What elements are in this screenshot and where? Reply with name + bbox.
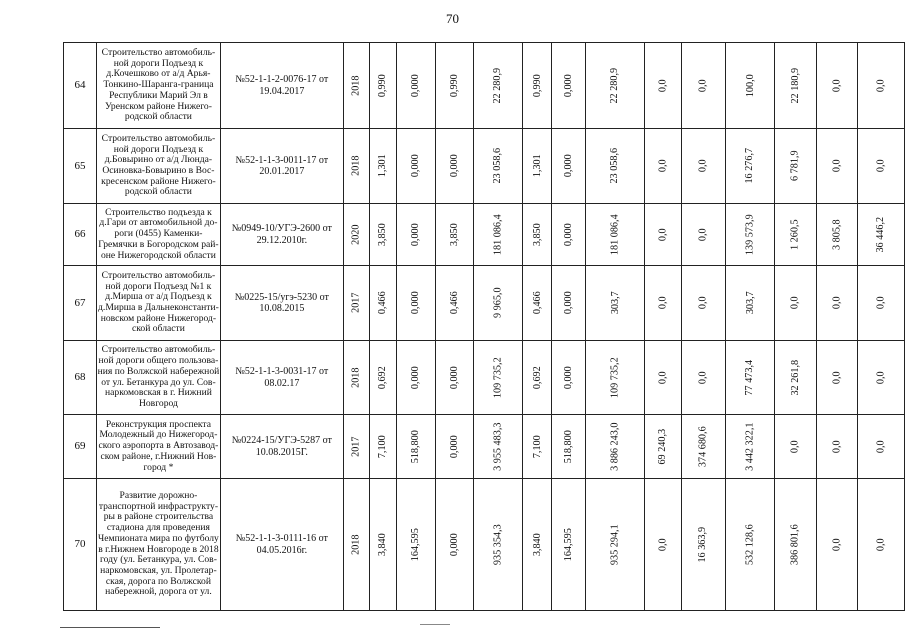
value-cell: [586, 415, 645, 479]
value-cell: [343, 266, 369, 341]
value-text: 2018: [350, 367, 362, 388]
value-text: 109 735,2: [609, 356, 621, 398]
object-name: Строительство автомобиль-ной дороги общего пользова-ния по Волжской набережной от ул. Бетанкура до ул. Сов-наркомовская в г. Нижний Новгород: [96, 341, 220, 415]
value-cell: [645, 266, 682, 341]
expertise-document: №52-1-1-2-0076-17 от 19.04.2017: [220, 43, 343, 129]
value-cell: [552, 43, 586, 129]
value-cell: [523, 204, 552, 266]
value-text: 9 965,0: [492, 287, 504, 319]
expertise-document: №0225-15/угэ-5230 от 10.08.2015: [220, 266, 343, 341]
value-text: 109 735,2: [492, 356, 504, 398]
value-text: 36 446,2: [875, 216, 887, 253]
value-text: 0,0: [697, 296, 709, 310]
expertise-document: №0949-10/УГЭ-2600 от 29.12.2010г.: [220, 204, 343, 266]
row-number: 66: [64, 204, 97, 266]
value-text: 3,850: [448, 222, 460, 246]
footer-divider: [60, 627, 160, 628]
value-text: 181 086,4: [609, 213, 621, 255]
value-cell: [816, 266, 857, 341]
value-cell: [645, 341, 682, 415]
value-text: 3 955 483,3: [492, 422, 504, 471]
value-cell: [645, 415, 682, 479]
value-cell: [775, 415, 817, 479]
value-cell: [369, 341, 396, 415]
value-text: 0,0: [875, 439, 887, 453]
value-cell: [725, 415, 774, 479]
value-text: 22 280,9: [609, 67, 621, 104]
expertise-document: №0224-15/УГЭ-5287 от 10.08.2015Г.: [220, 415, 343, 479]
value-cell: [473, 415, 522, 479]
value-cell: [775, 479, 817, 611]
value-cell: [473, 204, 522, 266]
value-cell: [552, 341, 586, 415]
value-cell: [396, 204, 435, 266]
value-text: 0,0: [657, 78, 669, 92]
value-cell: [523, 479, 552, 611]
value-cell: [681, 266, 725, 341]
value-text: 181 086,4: [492, 213, 504, 255]
value-text: 0,0: [831, 439, 843, 453]
value-text: 935 354,3: [492, 523, 504, 565]
value-text: 0,990: [531, 73, 543, 97]
object-name: Строительство автомобиль-ной дороги Подъезд к д.Кочешково от а/д Арья-Тонкино-Шаранга-граница Республики Марий Эл в Уренском районе Нижего-родской области: [96, 43, 220, 129]
value-text: 0,0: [657, 159, 669, 173]
value-cell: [645, 129, 682, 204]
value-text: 23 058,6: [609, 148, 621, 184]
value-cell: [523, 129, 552, 204]
value-cell: [645, 479, 682, 611]
value-cell: [523, 43, 552, 129]
value-text: 0,0: [831, 78, 843, 92]
value-text: 303,7: [744, 291, 756, 315]
value-cell: [775, 43, 817, 129]
value-cell: [369, 479, 396, 611]
value-text: 3,840: [531, 532, 543, 556]
value-cell: [586, 204, 645, 266]
value-cell: [523, 415, 552, 479]
value-text: 2018: [350, 75, 362, 96]
value-cell: [857, 43, 904, 129]
value-text: 164,595: [562, 527, 574, 561]
expertise-document: №52-1-1-3-0011-17 от 20.01.2017: [220, 129, 343, 204]
value-text: 69 240,3: [657, 428, 669, 465]
value-cell: [369, 129, 396, 204]
value-text: 935 294,1: [609, 523, 621, 565]
value-cell: [396, 266, 435, 341]
value-text: 0,466: [531, 291, 543, 315]
value-cell: [435, 43, 473, 129]
value-text: 1,301: [377, 154, 389, 178]
value-cell: [435, 415, 473, 479]
table-row: [64, 341, 905, 415]
value-text: 7,100: [531, 434, 543, 458]
value-cell: [396, 479, 435, 611]
value-cell: [523, 266, 552, 341]
value-text: 0,000: [448, 365, 460, 389]
object-name: Реконструкция проспекта Молодежный до Нижегород-ского аэропорта в Автозавод-ском районе, г.Нижний Нов-город *: [96, 415, 220, 479]
road-construction-table: [63, 42, 905, 611]
value-cell: [586, 43, 645, 129]
value-text: 0,0: [789, 439, 801, 453]
value-cell: [857, 266, 904, 341]
value-text: 2020: [350, 224, 362, 245]
value-text: 0,0: [657, 227, 669, 241]
value-text: 0,0: [697, 159, 709, 173]
value-text: 374 680,6: [697, 425, 709, 467]
value-cell: [645, 43, 682, 129]
value-cell: [816, 204, 857, 266]
value-text: 0,000: [562, 73, 574, 97]
value-cell: [725, 129, 774, 204]
value-cell: [552, 479, 586, 611]
value-cell: [369, 266, 396, 341]
row-number: 69: [64, 415, 97, 479]
value-cell: [473, 43, 522, 129]
object-name: Строительство автомобиль-ной дороги Подъезд к д.Бовырино от а/д Люнда-Осиновка-Бовырино в Вос-кресенском районе Нижего-родской области: [96, 129, 220, 204]
value-cell: [681, 415, 725, 479]
value-text: 0,0: [831, 296, 843, 310]
value-cell: [396, 43, 435, 129]
value-cell: [681, 341, 725, 415]
table-row: [64, 204, 905, 266]
value-cell: [681, 129, 725, 204]
object-name: Строительство подъезда к д.Гари от автомобильной до-роги (0455) Каменки-Гремячки в Богородском рай-оне Нижегородской области: [96, 204, 220, 266]
value-cell: [473, 341, 522, 415]
value-cell: [725, 43, 774, 129]
value-cell: [586, 129, 645, 204]
value-text: 1 260,5: [789, 219, 801, 250]
value-cell: [343, 204, 369, 266]
value-text: 0,692: [377, 365, 389, 389]
value-text: 6 781,9: [789, 150, 801, 182]
value-cell: [857, 341, 904, 415]
value-cell: [725, 204, 774, 266]
row-number: 64: [64, 43, 97, 129]
value-text: 2017: [350, 292, 362, 314]
value-cell: [681, 43, 725, 129]
value-text: 0,0: [657, 296, 669, 310]
table-row: [64, 129, 905, 204]
value-text: 1,301: [531, 154, 543, 178]
value-cell: [816, 129, 857, 204]
value-text: 0,0: [875, 537, 887, 551]
value-text: 164,595: [410, 527, 422, 561]
value-text: 518,800: [562, 429, 574, 463]
value-cell: [552, 266, 586, 341]
value-cell: [725, 266, 774, 341]
footer-mark: [420, 624, 450, 629]
value-cell: [586, 479, 645, 611]
value-text: 0,0: [875, 78, 887, 92]
value-text: 139 573,9: [744, 213, 756, 255]
value-cell: [343, 129, 369, 204]
value-cell: [369, 43, 396, 129]
value-text: 532 128,6: [744, 523, 756, 565]
row-number: 67: [64, 266, 97, 341]
value-text: 22 280,9: [492, 67, 504, 104]
value-cell: [343, 479, 369, 611]
value-cell: [857, 129, 904, 204]
value-cell: [396, 341, 435, 415]
value-cell: [523, 341, 552, 415]
value-text: 3,840: [377, 532, 389, 556]
value-cell: [681, 479, 725, 611]
value-text: 0,990: [448, 73, 460, 97]
value-text: 0,0: [697, 370, 709, 384]
value-cell: [816, 415, 857, 479]
value-text: 0,0: [657, 370, 669, 384]
value-text: 0,000: [562, 154, 574, 178]
value-cell: [857, 415, 904, 479]
expertise-document: №52-1-1-3-0031-17 от 08.02.17: [220, 341, 343, 415]
value-text: 3 805,8: [831, 219, 843, 250]
value-text: 0,0: [789, 296, 801, 310]
value-cell: [435, 266, 473, 341]
value-text: 77 473,4: [744, 359, 756, 396]
value-cell: [552, 415, 586, 479]
value-text: 0,000: [448, 154, 460, 178]
value-cell: [473, 129, 522, 204]
value-text: 3,850: [531, 222, 543, 246]
value-cell: [586, 266, 645, 341]
value-cell: [369, 204, 396, 266]
value-cell: [586, 341, 645, 415]
value-text: 0,000: [410, 291, 422, 315]
value-cell: [857, 479, 904, 611]
value-cell: [775, 129, 817, 204]
value-cell: [552, 129, 586, 204]
value-text: 0,0: [697, 78, 709, 92]
value-text: 0,0: [697, 227, 709, 241]
table-row: [64, 43, 905, 129]
value-text: 2018: [350, 155, 362, 177]
value-cell: [369, 415, 396, 479]
value-text: 0,466: [448, 291, 460, 315]
value-text: 0,0: [657, 537, 669, 551]
table-row: [64, 415, 905, 479]
value-text: 0,000: [410, 73, 422, 97]
value-cell: [816, 43, 857, 129]
value-text: 3 442 322,1: [744, 422, 756, 471]
value-cell: [775, 204, 817, 266]
value-cell: [725, 341, 774, 415]
value-text: 0,466: [377, 291, 389, 315]
value-cell: [857, 204, 904, 266]
value-cell: [645, 204, 682, 266]
table-row: [64, 266, 905, 341]
value-cell: [775, 341, 817, 415]
value-cell: [435, 129, 473, 204]
value-cell: [435, 204, 473, 266]
value-text: 100,0: [744, 73, 756, 97]
value-text: 0,000: [562, 291, 574, 315]
object-name: Развитие дорожно-транспортной инфраструкту-ры в районе строительства стадиона для проведения Чемпионата мира по футболу в г.Нижнем Новгороде в 2018 году (ул. Бетанкура, ул. Сов-наркомовская, ул. Пролетар-ская, дорога по Волжской набережной, дорога от ул.: [96, 479, 220, 611]
value-cell: [725, 479, 774, 611]
value-text: 3,850: [377, 222, 389, 246]
row-number: 70: [64, 479, 97, 611]
row-number: 68: [64, 341, 97, 415]
value-text: 0,0: [831, 159, 843, 173]
value-text: 0,0: [875, 159, 887, 173]
value-cell: [343, 341, 369, 415]
value-text: 0,000: [448, 434, 460, 458]
value-text: 23 058,6: [492, 148, 504, 184]
page-number: 70: [446, 11, 459, 26]
value-cell: [343, 415, 369, 479]
row-number: 65: [64, 129, 97, 204]
value-text: 16 276,7: [744, 148, 756, 184]
value-text: 32 261,8: [789, 359, 801, 396]
value-cell: [552, 204, 586, 266]
value-text: 0,000: [410, 222, 422, 246]
value-cell: [816, 479, 857, 611]
value-cell: [681, 204, 725, 266]
value-text: 0,000: [562, 365, 574, 389]
value-text: 2017: [350, 436, 362, 457]
value-text: 3 886 243,0: [609, 422, 621, 471]
value-text: 303,7: [609, 291, 621, 315]
object-name: Строительство автомобиль-ной дороги Подъезд №1 к д.Мирша от а/д Подъезд к д.Мирша в Дальнеконстанти-новском районе Нижегород-ской области: [96, 266, 220, 341]
value-text: 16 363,9: [697, 526, 709, 563]
value-text: 0,000: [562, 222, 574, 246]
value-text: 386 801,6: [789, 523, 801, 565]
value-cell: [775, 266, 817, 341]
value-text: 518,800: [410, 429, 422, 463]
expertise-document: №52-1-1-3-0111-16 от 04.05.2016г.: [220, 479, 343, 611]
value-text: 0,990: [377, 73, 389, 97]
value-text: 0,000: [410, 365, 422, 389]
value-text: 0,0: [831, 370, 843, 384]
table-row: [64, 479, 905, 611]
value-cell: [435, 479, 473, 611]
value-text: 0,0: [831, 537, 843, 551]
value-cell: [473, 266, 522, 341]
value-cell: [435, 341, 473, 415]
value-cell: [396, 415, 435, 479]
value-cell: [816, 341, 857, 415]
value-text: 0,692: [531, 365, 543, 389]
value-text: 2018: [350, 534, 362, 555]
value-text: 0,000: [410, 154, 422, 178]
value-cell: [343, 43, 369, 129]
value-text: 0,0: [875, 370, 887, 384]
value-cell: [396, 129, 435, 204]
value-text: 7,100: [377, 434, 389, 458]
value-text: 22 180,9: [789, 67, 801, 104]
value-text: 0,0: [875, 296, 887, 310]
value-text: 0,000: [448, 532, 460, 556]
value-cell: [473, 479, 522, 611]
